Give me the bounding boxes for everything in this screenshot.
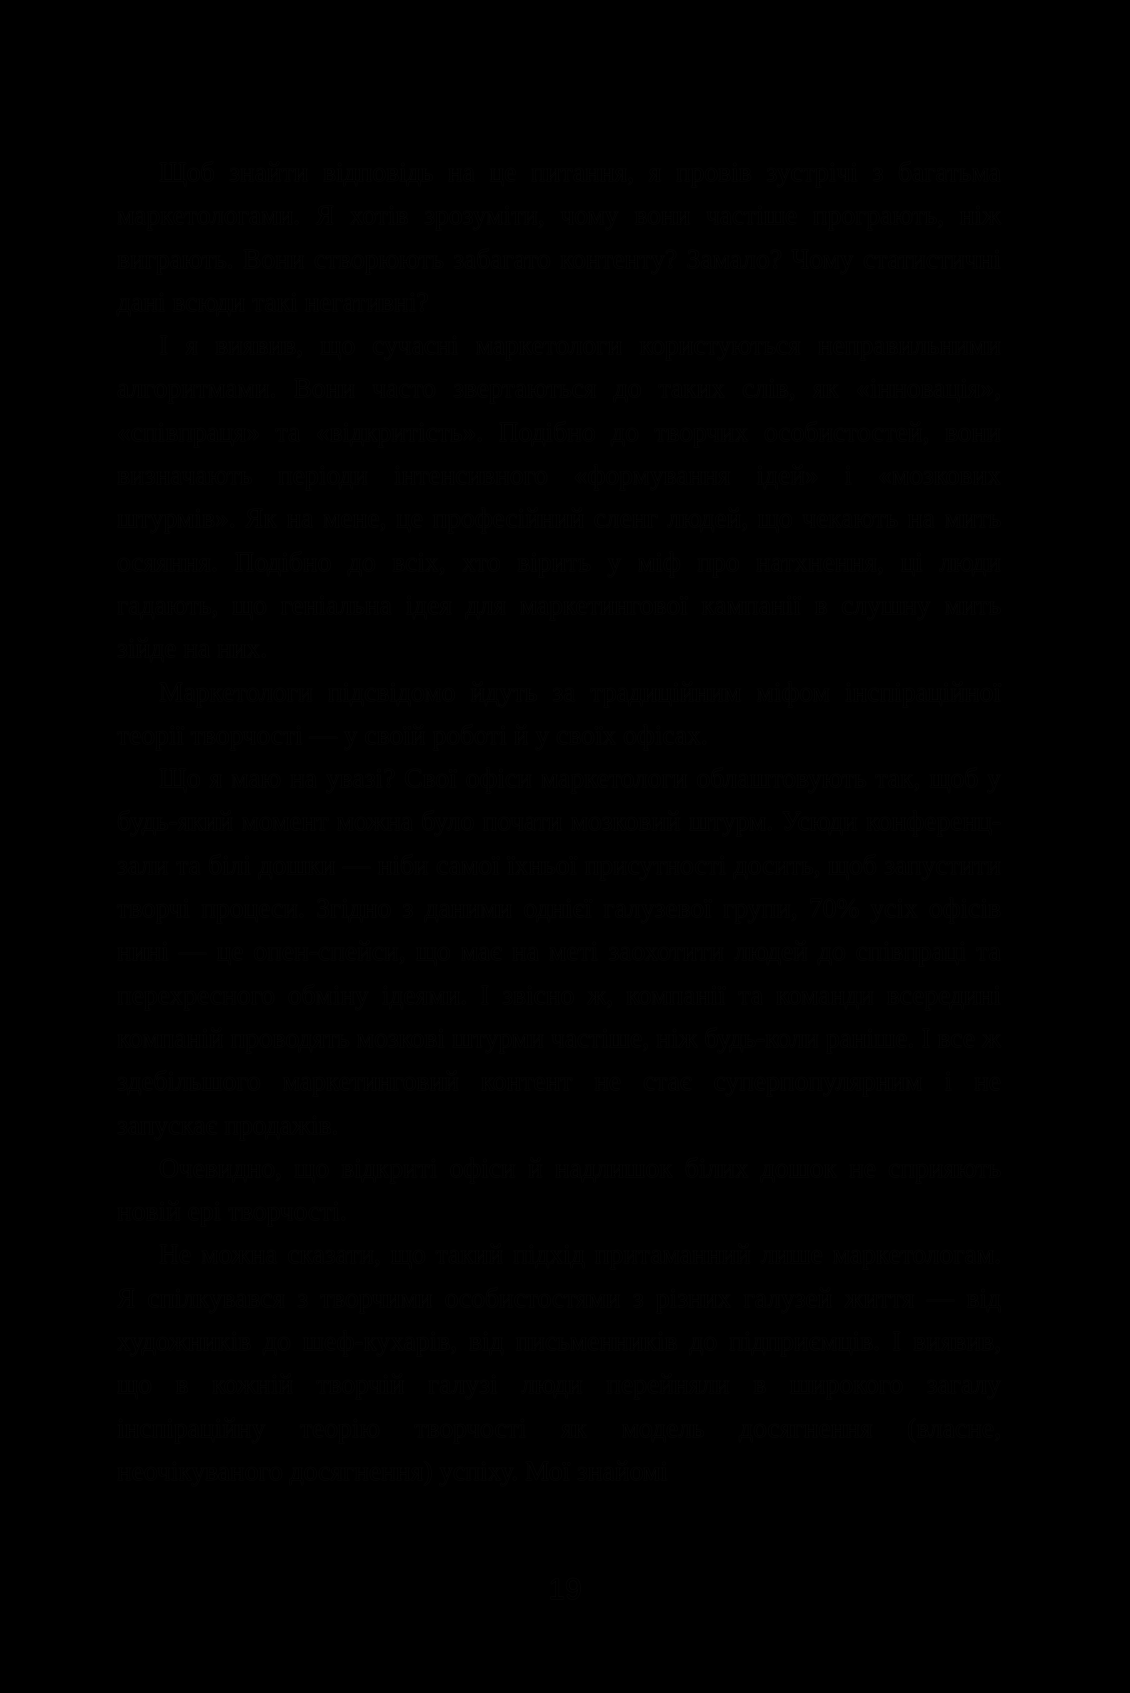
paragraph: Очевидно, що відкриті офіси й надлишок білих дошок не сприяють новій ері творчості. bbox=[117, 1151, 1001, 1227]
paragraph: Щоб знайти відповідь на це питання, я провів зустрічі з багатьма маркетологами. Я хотів зрозуміти, чому вони частіше програють, ніж виграють. Вони створюють забагато контенту? Замало? Чому статистичні дані всюди такі негативні? bbox=[117, 156, 1001, 317]
page-number: 19 bbox=[548, 1573, 582, 1606]
paragraph: Що я маю на увазі? Свої офіси маркетологи облаштовують так, щоб у будь-який момент можна було почати мозковий штурм. Усюди конференц-зали та білі дошки — ніби самої їхньої присутності досить, щоб запустити творчі процеси. Згідно з даними однієї галузевої групи, 70% усіх офісів нині — це опен-спейси, що має на меті заохотити людей до співпраці та перехресного обміну ідеями. І звісно ж, компанії та команди всередині компаній проводять мозкові штурми частіше, ніж будь-коли раніше. І все ж здебільшого маркетинговий контент не стає суперпопулярним і не запускає продажів. bbox=[117, 762, 1001, 1140]
body-text bbox=[117, 150, 1001, 1492]
paragraph: Маркетологи підсвідомо йдуть за традиційним міфом інспіраційної теорії творчості — у своїй роботі й у своїх офісах. bbox=[117, 675, 1001, 750]
paragraph: Не можна сказати, що такий підхід притаманний лише маркетологам. Я спілкувався з творчими особистостями з різних галузей життя — від художників до шеф-кухарів, від письменників до підприємців. І виявив, що в кожній творчій галузі люди перейняли в широкого загалу інспіраційну теорію творчості як модель досягнення (власне, неочікуваного досягнення) успіху. Мої знайомі bbox=[117, 1238, 1001, 1486]
paragraph: І я виявив, що сучасні маркетологи користуються неправильними алгоритмами. Вони часто звертаються до таких слів, як «інновація», «співпраця» та «відкритість». Подібно до творчих особистостей, вони визначають періоди інтенсивного «формування ідей» і «мозкових штурмів». Як на мене, це професійний сленг людей, що чекають на мить осяяння. Подібно до всіх, хто вірить у міф про натхнення, ці люди гадають, що геніальна ідея для маркетингової кампанії в слушну мить зійде на них. bbox=[117, 329, 1001, 664]
